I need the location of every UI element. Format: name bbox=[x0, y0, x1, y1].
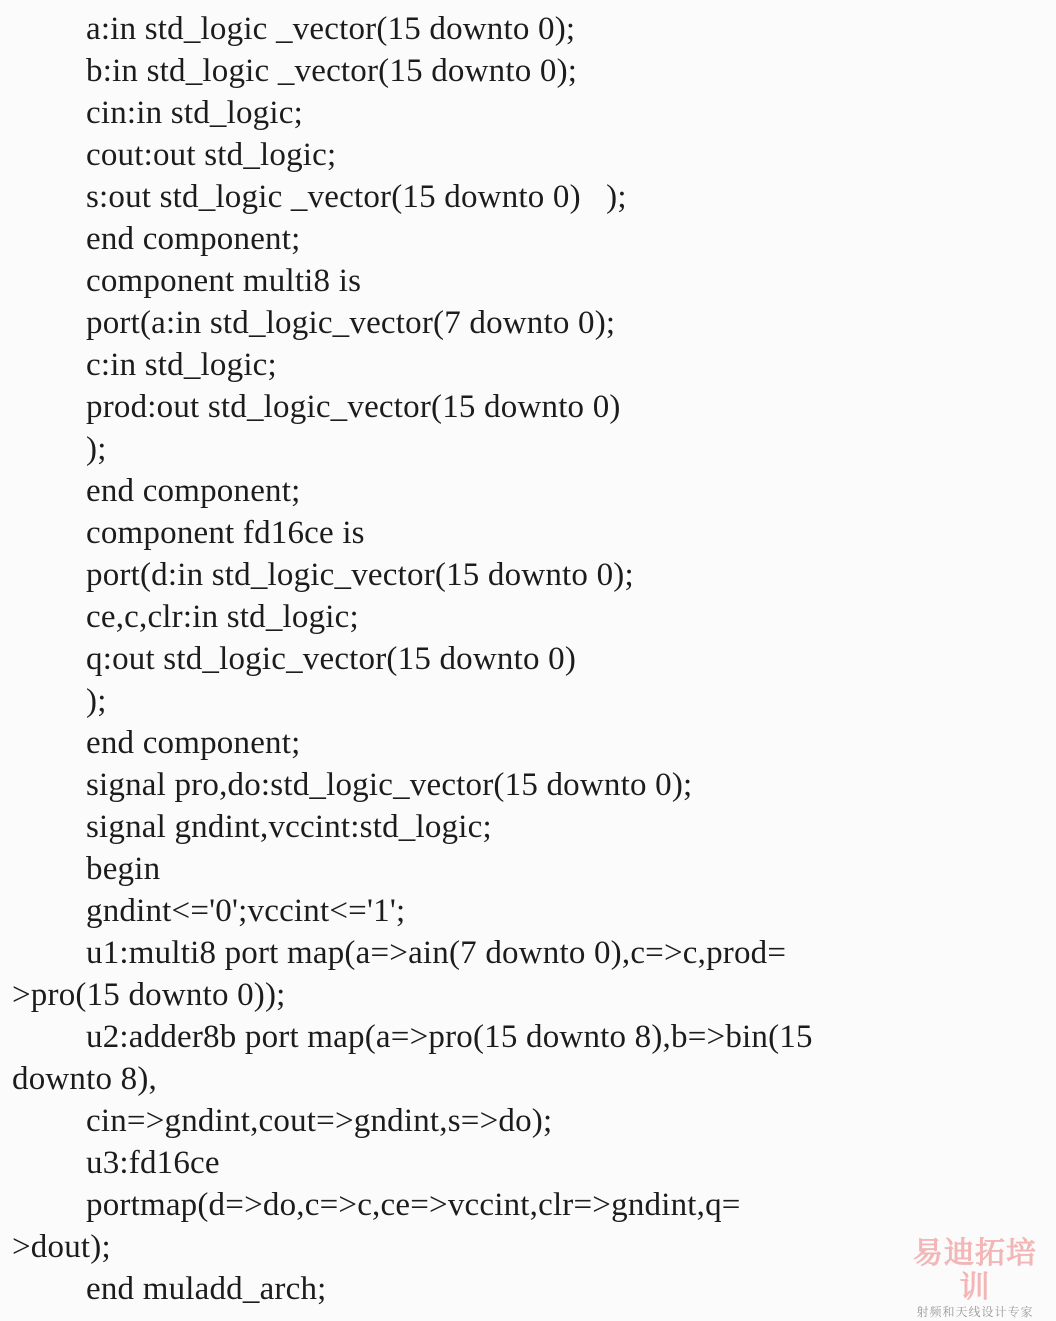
code-line: u1:multi8 port map(a=>ain(7 downto 0),c=>c,prod= bbox=[86, 935, 787, 971]
code-line: end component; bbox=[86, 725, 301, 761]
watermark-logo bbox=[900, 1237, 1050, 1319]
code-line: u2:adder8b port map(a=>pro(15 downto 8),b=>bin(15 bbox=[86, 1019, 813, 1055]
code-line: u3:fd16ce bbox=[86, 1145, 220, 1181]
code-line: c:in std_logic; bbox=[86, 347, 277, 383]
code-line: portmap(d=>do,c=>c,ce=>vccint,clr=>gndint,q= bbox=[86, 1187, 741, 1223]
code-line: cin=>gndint,cout=>gndint,s=>do); bbox=[86, 1103, 553, 1139]
code-line: ); bbox=[86, 431, 107, 467]
code-line: b:in std_logic _vector(15 downto 0); bbox=[86, 53, 578, 89]
code-line: end component; bbox=[86, 221, 301, 257]
watermark-title: 易迪拓培训 bbox=[913, 1236, 1037, 1305]
code-line: component fd16ce is bbox=[86, 515, 365, 551]
code-line: ); bbox=[86, 683, 107, 719]
code-line-continuation: >pro(15 downto 0)); bbox=[12, 977, 286, 1013]
code-line-continuation: >dout); bbox=[12, 1229, 111, 1265]
code-line: end muladd_arch; bbox=[86, 1271, 327, 1307]
code-line-continuation: downto 8), bbox=[12, 1061, 157, 1097]
code-line: end component; bbox=[86, 473, 301, 509]
code-line: signal pro,do:std_logic_vector(15 downto 0); bbox=[86, 767, 693, 803]
code-line: q:out std_logic_vector(15 downto 0) bbox=[86, 641, 577, 677]
code-line: s:out std_logic _vector(15 downto 0) ); bbox=[86, 179, 627, 215]
code-line: gndint<='0';vccint<='1'; bbox=[86, 893, 406, 929]
code-line: port(a:in std_logic_vector(7 downto 0); bbox=[86, 305, 616, 341]
code-line: signal gndint,vccint:std_logic; bbox=[86, 809, 492, 845]
code-line: cout:out std_logic; bbox=[86, 137, 337, 173]
code-line: a:in std_logic _vector(15 downto 0); bbox=[86, 11, 576, 47]
code-line: ce,c,clr:in std_logic; bbox=[86, 599, 359, 635]
watermark-subtitle: 射频和天线设计专家 bbox=[916, 1305, 1034, 1319]
code-line: prod:out std_logic_vector(15 downto 0) bbox=[86, 389, 621, 425]
code-line: component multi8 is bbox=[86, 263, 362, 299]
code-line: begin bbox=[86, 851, 161, 887]
code-line: port(d:in std_logic_vector(15 downto 0); bbox=[86, 557, 634, 593]
code-line: cin:in std_logic; bbox=[86, 95, 303, 131]
